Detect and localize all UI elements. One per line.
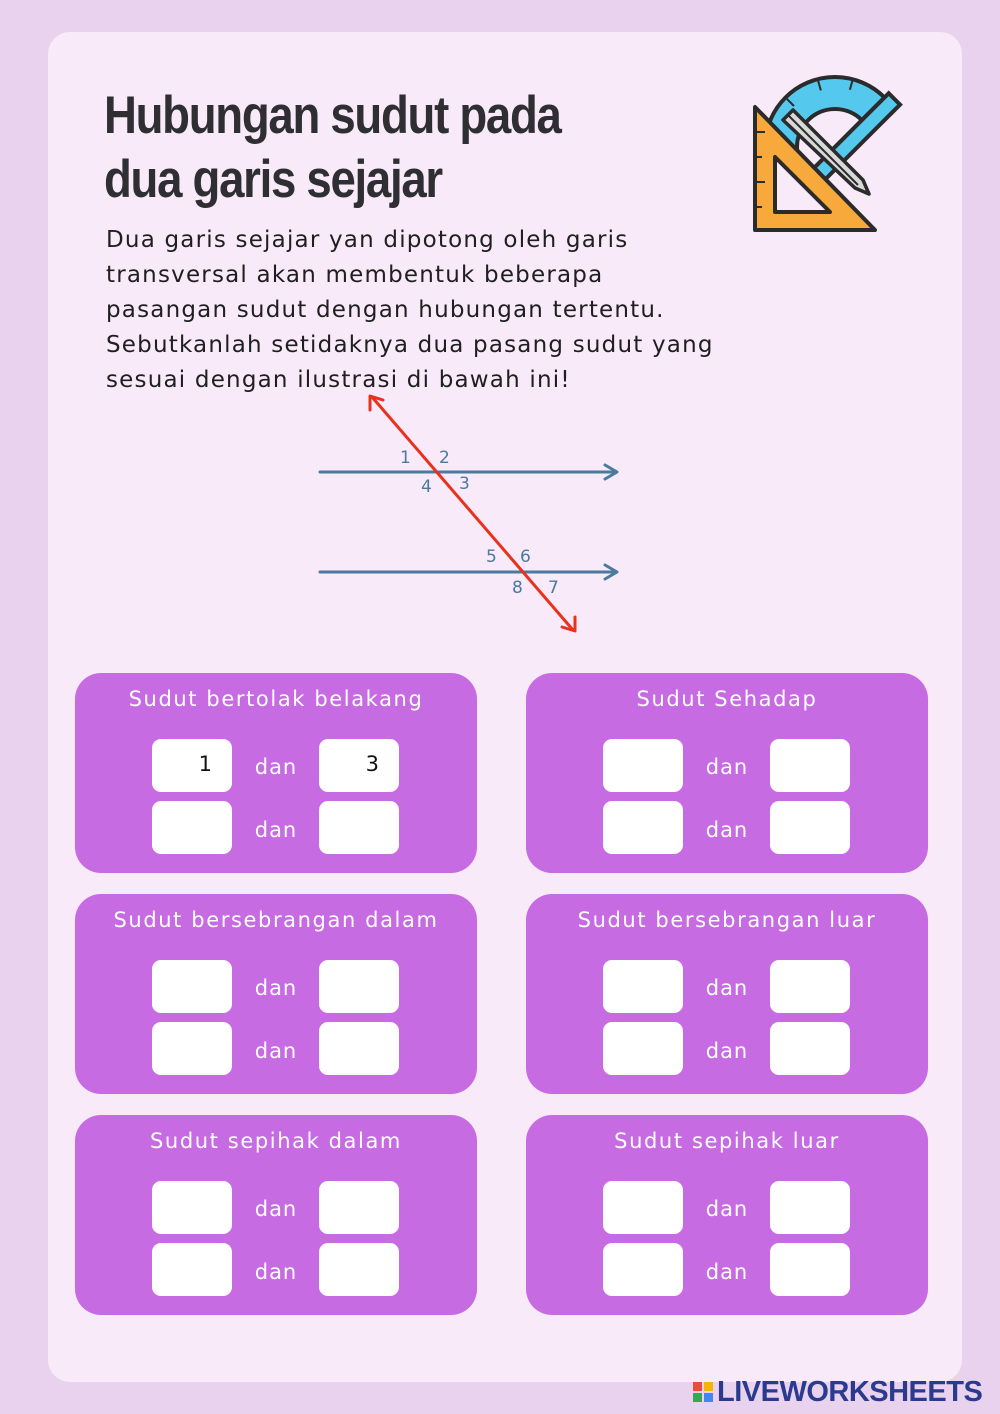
- card-title: Sudut sepihak dalam: [150, 1129, 402, 1153]
- answer-box[interactable]: [603, 739, 683, 792]
- connector-label: dan: [705, 976, 749, 1000]
- card-sudut-sepihak-dalam: [75, 1115, 477, 1315]
- connector-label: dan: [705, 755, 749, 779]
- answer-box[interactable]: [319, 960, 399, 1013]
- answer-box[interactable]: [770, 1181, 850, 1234]
- brand-name: LIVEWORKSHEETS: [717, 1375, 983, 1408]
- connector-label: dan: [705, 1039, 749, 1063]
- answer-box[interactable]: [152, 1243, 232, 1296]
- answer-box[interactable]: [152, 960, 232, 1013]
- liveworksheets-footer[interactable]: [693, 1377, 982, 1407]
- card-title: Sudut bertolak belakang: [128, 687, 424, 711]
- instructions-line: transversal akan membentuk beberapa: [106, 262, 604, 288]
- card-sudut-sehadap: [526, 673, 928, 873]
- answer-box[interactable]: 1: [152, 739, 232, 792]
- connector-label: dan: [254, 818, 298, 842]
- connector-label: dan: [254, 976, 298, 1000]
- answer-box[interactable]: [770, 1022, 850, 1075]
- instructions-line: Sebutkanlah setidaknya dua pasang sudut yang: [106, 332, 714, 358]
- answer-box[interactable]: [319, 1181, 399, 1234]
- angle-label-1: 1: [400, 448, 411, 468]
- card-sudut-bertolak-belakang: [75, 673, 477, 873]
- answer-box[interactable]: [152, 801, 232, 854]
- answer-box[interactable]: [319, 1022, 399, 1075]
- connector-label: dan: [705, 1197, 749, 1221]
- title-line-2: dua garis sejajar: [104, 150, 442, 209]
- connector-label: dan: [254, 1260, 298, 1284]
- connector-label: dan: [705, 818, 749, 842]
- answer-box[interactable]: [770, 1243, 850, 1296]
- angle-label-7: 7: [548, 578, 559, 598]
- answer-box[interactable]: [152, 1022, 232, 1075]
- transversal-line: [372, 397, 573, 630]
- card-title: Sudut Sehadap: [636, 687, 818, 711]
- card-title: Sudut sepihak luar: [614, 1129, 840, 1153]
- answer-box[interactable]: 3: [319, 739, 399, 792]
- card-title: Sudut bersebrangan luar: [577, 908, 877, 932]
- page-title: [104, 84, 561, 212]
- angle-label-2: 2: [439, 448, 450, 468]
- title-line-1: Hubungan sudut pada: [104, 86, 561, 145]
- answer-box[interactable]: [603, 1243, 683, 1296]
- instructions-line: sesuai dengan ilustrasi di bawah ini!: [106, 367, 571, 393]
- angle-label-5: 5: [486, 547, 497, 567]
- answer-box[interactable]: [152, 1181, 232, 1234]
- answer-box[interactable]: [603, 960, 683, 1013]
- answer-box[interactable]: [603, 801, 683, 854]
- answer-box[interactable]: [770, 801, 850, 854]
- card-sudut-bersebrangan-dalam: [75, 894, 477, 1094]
- liveworksheets-logo-icon: [693, 1382, 713, 1402]
- angle-label-8: 8: [512, 578, 523, 598]
- card-sudut-bersebrangan-luar: [526, 894, 928, 1094]
- instructions-line: pasangan sudut dengan hubungan tertentu.: [106, 297, 665, 323]
- answer-box[interactable]: [770, 739, 850, 792]
- angle-label-3: 3: [459, 474, 470, 494]
- answer-box[interactable]: [319, 1243, 399, 1296]
- instructions-line: Dua garis sejajar yan dipotong oleh garis: [106, 227, 629, 253]
- geometry-tools-icon: [745, 62, 925, 242]
- angle-label-4: 4: [421, 477, 432, 497]
- card-sudut-sepihak-luar: [526, 1115, 928, 1315]
- parallel-lines-diagram: [300, 385, 640, 645]
- answer-box[interactable]: [770, 960, 850, 1013]
- answer-box[interactable]: [603, 1022, 683, 1075]
- card-title: Sudut bersebrangan dalam: [113, 908, 439, 932]
- answer-box[interactable]: [603, 1181, 683, 1234]
- angle-label-6: 6: [520, 547, 531, 567]
- connector-label: dan: [254, 1039, 298, 1063]
- connector-label: dan: [254, 1197, 298, 1221]
- answer-box[interactable]: [319, 801, 399, 854]
- instructions-text: [106, 223, 806, 398]
- connector-label: dan: [254, 755, 298, 779]
- connector-label: dan: [705, 1260, 749, 1284]
